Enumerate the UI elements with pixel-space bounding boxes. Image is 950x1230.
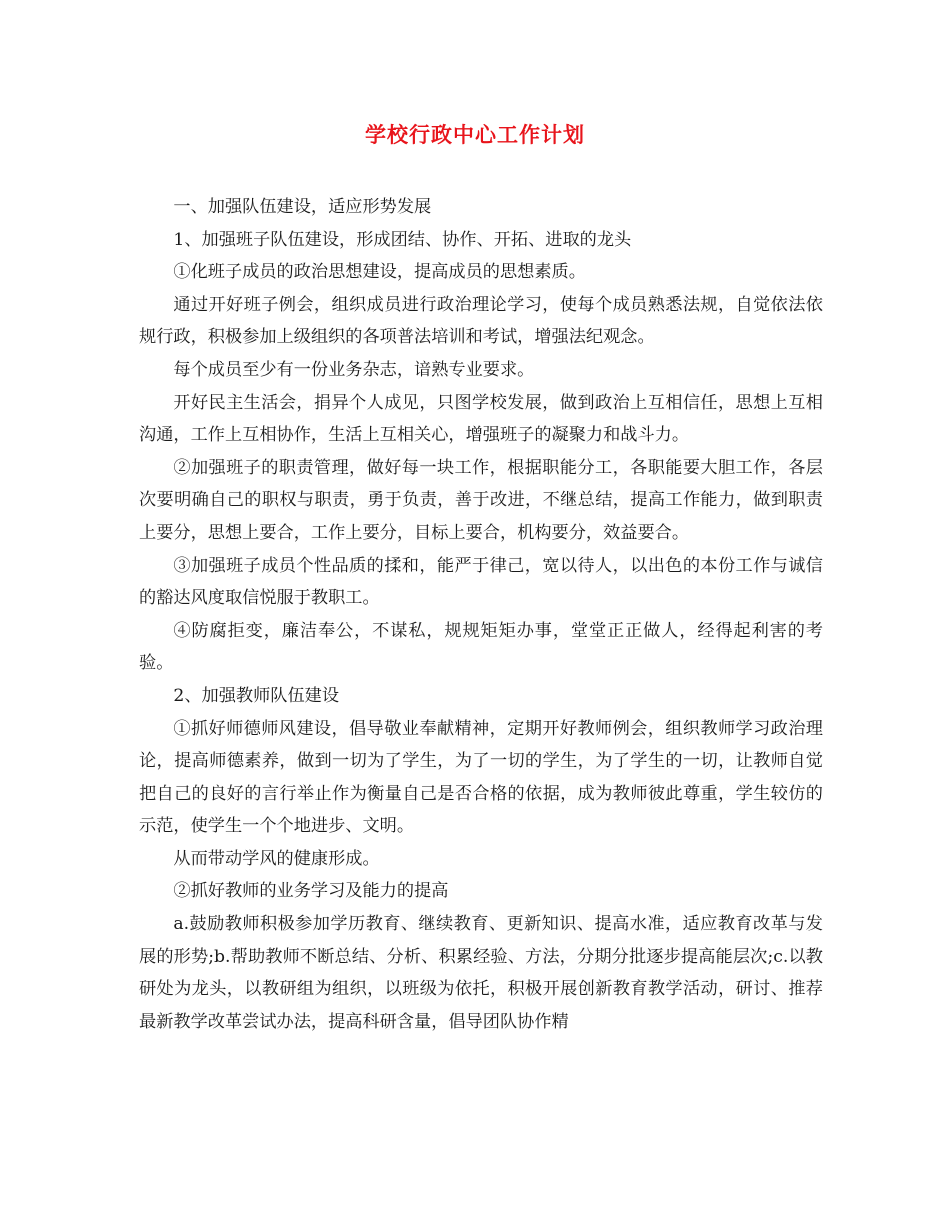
paragraph-11: ①抓好师德师风建设，倡导敬业奉献精神，定期开好教师例会，组织教师学习政治理论，提高师德素养，做到一切为了学生，为了一切的学生，为了学生的一切，让教师自觉把自己的良好的言行举止作为衡量自己是否合格的依据，成为教师彼此尊重，学生较仿的示范，使学生一个个地进步、文明。 [139, 718, 823, 837]
paragraph-9: ④防腐拒变，廉洁奉公，不谋私，规规矩矩办事，堂堂正正做人，经得起利害的考验。 [139, 620, 823, 674]
document-body [139, 191, 823, 1038]
paragraph-2: 1、加强班子队伍建设，形成团结、协作、开拓、进取的龙头 [173, 229, 632, 250]
paragraph-10: 2、加强教师队伍建设 [173, 685, 340, 706]
paragraph-12: 从而带动学风的健康形成。 [173, 848, 380, 869]
paragraph-8: ③加强班子成员个性品质的揉和，能严于律己，宽以待人，以出色的本份工作与诚信的豁达风度取信悦服于教职工。 [139, 555, 823, 609]
paragraph-14: a.鼓励教师积极参加学历教育、继续教育、更新知识、提高水准，适应教育改革与发展的形势;b.帮助教师不断总结、分析、积累经验、方法，分期分批逐步提高能层次;c.以教研处为龙头，以教研组为组织，以班级为依托，积极开展创新教育教学活动，研讨、推荐最新教学改革尝试办法，提高科研含量，倡导团队协作精 [139, 914, 823, 1032]
document-title: 学校行政中心工作计划 [365, 122, 585, 147]
paragraph-5: 每个成员至少有一份业务杂志，谙熟专业要求。 [173, 359, 535, 380]
paragraph-7: ②加强班子的职责管理，做好每一块工作，根据职能分工，各职能要大胆工作，各层次要明确自己的职权与职责，勇于负责，善于改进，不继总结，提高工作能力，做到职责上要分，思想上要合，工作上要分，目标上要合，机构要分，效益要合。 [139, 457, 823, 543]
paragraph-13: ②抓好教师的业务学习及能力的提高 [173, 881, 449, 902]
paragraph-6: 开好民主生活会，捐异个人成见，只图学校发展，做到政治上互相信任，思想上互相沟通，工作上互相协作，生活上互相关心，增强班子的凝聚力和战斗力。 [139, 392, 823, 446]
paragraph-3: ①化班子成员的政治思想建设，提高成员的思想素质。 [173, 262, 586, 283]
paragraph-1: 一、加强队伍建设，适应形势发展 [173, 197, 432, 217]
paragraph-4: 通过开好班子例会，组织成员进行政治理论学习，使每个成员熟悉法规，自觉依法依规行政，积极参加上级组织的各项普法培训和考试，增强法纪观念。 [139, 294, 823, 348]
